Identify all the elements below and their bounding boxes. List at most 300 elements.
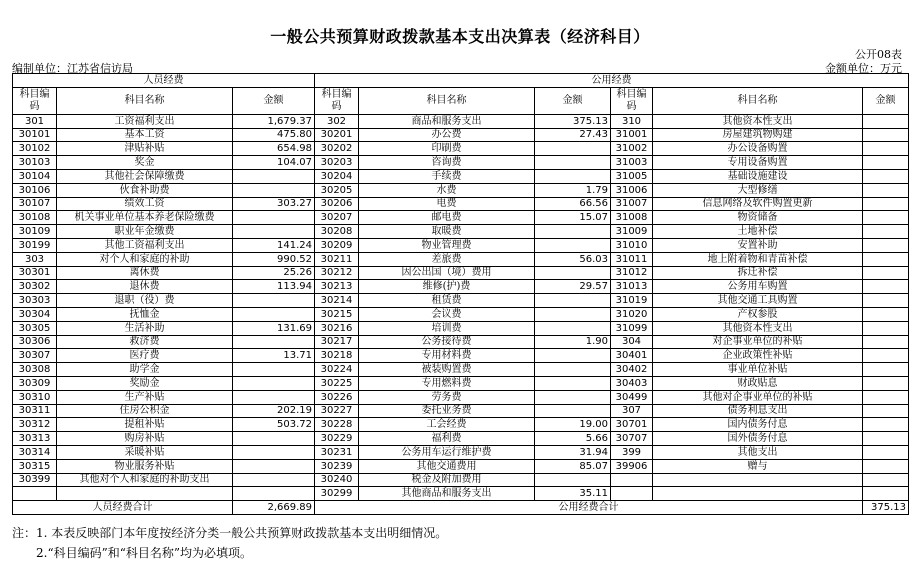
amount-goods-cell xyxy=(535,294,611,308)
table-row xyxy=(13,432,909,446)
amount-capital-cell xyxy=(863,404,909,418)
name-goods-cell: 差旅费 xyxy=(359,252,535,266)
amount-capital-cell xyxy=(863,128,909,142)
amount-goods-cell xyxy=(535,404,611,418)
code-goods-cell: 30212 xyxy=(315,266,359,280)
name-goods-cell: 被装购置费 xyxy=(359,363,535,377)
code-personnel-cell: 30310 xyxy=(13,390,57,404)
code-goods-cell: 30202 xyxy=(315,142,359,156)
amount-capital-cell xyxy=(863,280,909,294)
table-row xyxy=(13,266,909,280)
amount-personnel-cell: 990.52 xyxy=(233,252,315,266)
name-goods-cell: 水费 xyxy=(359,183,535,197)
table-row xyxy=(13,487,909,501)
name-goods-cell: 维修(护)费 xyxy=(359,280,535,294)
amount-goods-cell: 1.90 xyxy=(535,335,611,349)
name-goods-cell: 劳务费 xyxy=(359,390,535,404)
name-personnel-cell: 物业服务补贴 xyxy=(57,459,233,473)
code-capital-cell: 31006 xyxy=(611,183,653,197)
amount-goods-cell: 35.11 xyxy=(535,487,611,501)
name-goods-cell: 公务接待费 xyxy=(359,335,535,349)
code-capital-cell: 31005 xyxy=(611,169,653,183)
table-row xyxy=(13,238,909,252)
compiling-unit: 编制单位：江苏省信访局 xyxy=(12,62,133,75)
code-capital-cell: 399 xyxy=(611,445,653,459)
table-row xyxy=(13,114,909,128)
amount-capital-cell xyxy=(863,432,909,446)
amount-goods-cell: 56.03 xyxy=(535,252,611,266)
amount-capital-cell xyxy=(863,307,909,321)
name-capital-cell: 赠与 xyxy=(653,459,863,473)
table-row xyxy=(13,197,909,211)
amount-capital-cell xyxy=(863,114,909,128)
table-row xyxy=(13,390,909,404)
name-goods-cell: 电费 xyxy=(359,197,535,211)
code-capital-cell: 31099 xyxy=(611,321,653,335)
code-capital-cell: 31013 xyxy=(611,280,653,294)
table-body xyxy=(13,114,909,500)
name-capital-cell: 其他支出 xyxy=(653,445,863,459)
name-capital-cell: 财政贴息 xyxy=(653,376,863,390)
name-goods-cell: 办公费 xyxy=(359,128,535,142)
name-capital-cell: 拆迁补偿 xyxy=(653,266,863,280)
name-personnel-cell: 基本工资 xyxy=(57,128,233,142)
amount-personnel-cell xyxy=(233,225,315,239)
amount-personnel-cell xyxy=(233,459,315,473)
name-goods-cell: 印刷费 xyxy=(359,142,535,156)
name-goods-cell: 税金及附加费用 xyxy=(359,473,535,487)
code-capital-cell: 31003 xyxy=(611,156,653,170)
table-row xyxy=(13,459,909,473)
note-1: 注：1. 本表反映部门本年度按经济分类一般公共预算财政拨款基本支出明细情况。 xyxy=(12,526,448,540)
amount-personnel-cell xyxy=(233,307,315,321)
amount-personnel-cell xyxy=(233,473,315,487)
name-capital-cell: 其他资本性支出 xyxy=(653,114,863,128)
name-goods-cell: 工会经费 xyxy=(359,418,535,432)
amount-goods-cell xyxy=(535,169,611,183)
table-row xyxy=(13,225,909,239)
amount-personnel-cell xyxy=(233,211,315,225)
name-personnel-cell: 其他对个人和家庭的补助支出 xyxy=(57,473,233,487)
name-capital-cell: 地上附着物和青苗补偿 xyxy=(653,252,863,266)
code-capital-cell: 31012 xyxy=(611,266,653,280)
code-goods-cell: 30225 xyxy=(315,376,359,390)
name-goods-cell: 咨询费 xyxy=(359,156,535,170)
name-capital-cell: 信息网络及软件购置更新 xyxy=(653,197,863,211)
name-goods-cell: 培训费 xyxy=(359,321,535,335)
name-goods-cell: 手续费 xyxy=(359,169,535,183)
amount-capital-cell xyxy=(863,183,909,197)
code-personnel-cell: 30311 xyxy=(13,404,57,418)
amount-personnel-cell xyxy=(233,363,315,377)
amount-personnel-cell xyxy=(233,376,315,390)
name-capital-cell: 其他资本性支出 xyxy=(653,321,863,335)
name-capital-cell xyxy=(653,487,863,501)
code-personnel-cell: 30108 xyxy=(13,211,57,225)
code-goods-cell: 30224 xyxy=(315,363,359,377)
code-capital-cell: 30401 xyxy=(611,349,653,363)
name-personnel-cell: 奖励金 xyxy=(57,376,233,390)
name-personnel-cell: 奖金 xyxy=(57,156,233,170)
amount-goods-cell xyxy=(535,376,611,390)
code-capital-cell: 31011 xyxy=(611,252,653,266)
code-personnel-cell: 30315 xyxy=(13,459,57,473)
code-capital-cell: 310 xyxy=(611,114,653,128)
name-goods-cell: 邮电费 xyxy=(359,211,535,225)
amount-personnel-cell: 202.19 xyxy=(233,404,315,418)
public-total-value: 375.13 xyxy=(863,501,909,515)
name-personnel-cell: 购房补贴 xyxy=(57,432,233,446)
name-goods-cell: 会议费 xyxy=(359,307,535,321)
amount-capital-cell xyxy=(863,376,909,390)
amount-goods-cell: 15.07 xyxy=(535,211,611,225)
amount-goods-cell: 85.07 xyxy=(535,459,611,473)
name-personnel-cell: 助学金 xyxy=(57,363,233,377)
name-personnel-cell: 采暖补贴 xyxy=(57,445,233,459)
table-row xyxy=(13,128,909,142)
code-personnel-cell: 30304 xyxy=(13,307,57,321)
amount-capital-cell xyxy=(863,211,909,225)
code-goods-cell: 30299 xyxy=(315,487,359,501)
code-personnel-cell: 30103 xyxy=(13,156,57,170)
name-personnel-cell: 提租补贴 xyxy=(57,418,233,432)
table-row xyxy=(13,280,909,294)
amount-goods-cell xyxy=(535,390,611,404)
code-goods-cell: 30231 xyxy=(315,445,359,459)
name-goods-cell: 专用材料费 xyxy=(359,349,535,363)
code-capital-cell: 31019 xyxy=(611,294,653,308)
amount-goods-cell xyxy=(535,307,611,321)
table-row xyxy=(13,445,909,459)
code-goods-cell: 302 xyxy=(315,114,359,128)
table-row xyxy=(13,376,909,390)
code-goods-cell: 30239 xyxy=(315,459,359,473)
amount-goods-cell xyxy=(535,142,611,156)
amount-capital-cell xyxy=(863,473,909,487)
amount-capital-cell xyxy=(863,169,909,183)
name-personnel-cell: 其他社会保障缴费 xyxy=(57,169,233,183)
code-personnel-cell: 301 xyxy=(13,114,57,128)
amount-personnel-cell xyxy=(233,445,315,459)
amount-personnel-cell xyxy=(233,294,315,308)
name-personnel-cell: 对个人和家庭的补助 xyxy=(57,252,233,266)
name-capital-cell: 房屋建筑物购建 xyxy=(653,128,863,142)
code-personnel-cell: 30101 xyxy=(13,128,57,142)
name-goods-cell: 物业管理费 xyxy=(359,238,535,252)
code-capital-cell: 307 xyxy=(611,404,653,418)
code-goods-cell: 30240 xyxy=(315,473,359,487)
code-goods-cell: 30208 xyxy=(315,225,359,239)
table-row xyxy=(13,211,909,225)
amount-personnel-cell xyxy=(233,432,315,446)
personnel-total-value: 2,669.89 xyxy=(233,501,315,515)
amount-goods-cell xyxy=(535,363,611,377)
amount-capital-cell xyxy=(863,459,909,473)
code-capital-cell: 31002 xyxy=(611,142,653,156)
code-personnel-cell: 30303 xyxy=(13,294,57,308)
name-goods-cell: 租赁费 xyxy=(359,294,535,308)
col-code-1: 科目编码 xyxy=(13,87,57,114)
col-name-3: 科目名称 xyxy=(653,87,863,114)
table-row xyxy=(13,404,909,418)
name-capital-cell: 物资储备 xyxy=(653,211,863,225)
code-personnel-cell: 30312 xyxy=(13,418,57,432)
code-goods-cell: 30204 xyxy=(315,169,359,183)
table-row xyxy=(13,294,909,308)
col-amount-2: 金额 xyxy=(535,87,611,114)
amount-personnel-cell: 654.98 xyxy=(233,142,315,156)
col-code-2: 科目编码 xyxy=(315,87,359,114)
name-personnel-cell: 退休费 xyxy=(57,280,233,294)
code-personnel-cell: 30106 xyxy=(13,183,57,197)
amount-goods-cell: 5.66 xyxy=(535,432,611,446)
amount-personnel-cell: 25.26 xyxy=(233,266,315,280)
code-capital-cell: 30403 xyxy=(611,376,653,390)
amount-goods-cell: 27.43 xyxy=(535,128,611,142)
code-goods-cell: 30228 xyxy=(315,418,359,432)
name-capital-cell: 公务用车购置 xyxy=(653,280,863,294)
amount-goods-cell xyxy=(535,349,611,363)
name-goods-cell: 其他交通费用 xyxy=(359,459,535,473)
amount-goods-cell: 29.57 xyxy=(535,280,611,294)
name-capital-cell: 安置补助 xyxy=(653,238,863,252)
table-row xyxy=(13,169,909,183)
table-row xyxy=(13,363,909,377)
amount-goods-cell xyxy=(535,156,611,170)
name-capital-cell: 产权参股 xyxy=(653,307,863,321)
name-capital-cell: 对企事业单位的补贴 xyxy=(653,335,863,349)
amount-capital-cell xyxy=(863,266,909,280)
amount-capital-cell xyxy=(863,294,909,308)
code-capital-cell: 31020 xyxy=(611,307,653,321)
code-goods-cell: 30226 xyxy=(315,390,359,404)
name-goods-cell: 商品和服务支出 xyxy=(359,114,535,128)
amount-personnel-cell xyxy=(233,487,315,501)
name-personnel-cell: 离休费 xyxy=(57,266,233,280)
amount-goods-cell: 375.13 xyxy=(535,114,611,128)
code-goods-cell: 30207 xyxy=(315,211,359,225)
code-capital-cell: 30707 xyxy=(611,432,653,446)
table-row xyxy=(13,156,909,170)
table-row xyxy=(13,321,909,335)
name-personnel-cell: 职业年金缴费 xyxy=(57,225,233,239)
personnel-header: 人员经费 xyxy=(13,74,315,88)
amount-capital-cell xyxy=(863,363,909,377)
amount-capital-cell xyxy=(863,321,909,335)
code-capital-cell xyxy=(611,473,653,487)
code-goods-cell: 30229 xyxy=(315,432,359,446)
table-row xyxy=(13,418,909,432)
name-goods-cell: 福利费 xyxy=(359,432,535,446)
name-capital-cell: 企业政策性补贴 xyxy=(653,349,863,363)
amount-personnel-cell xyxy=(233,183,315,197)
name-capital-cell: 专用设备购置 xyxy=(653,156,863,170)
name-personnel-cell: 伙食补助费 xyxy=(57,183,233,197)
amount-capital-cell xyxy=(863,252,909,266)
name-personnel-cell: 其他工资福利支出 xyxy=(57,238,233,252)
code-capital-cell: 30701 xyxy=(611,418,653,432)
col-code-3: 科目编码 xyxy=(611,87,653,114)
code-goods-cell: 30213 xyxy=(315,280,359,294)
name-capital-cell xyxy=(653,473,863,487)
table-row xyxy=(13,252,909,266)
amount-personnel-cell xyxy=(233,335,315,349)
name-capital-cell: 基础设施建设 xyxy=(653,169,863,183)
code-personnel-cell: 30199 xyxy=(13,238,57,252)
code-capital-cell: 31007 xyxy=(611,197,653,211)
amount-personnel-cell: 131.69 xyxy=(233,321,315,335)
note-2: 2.“科目编码”和“科目名称”均为必填项。 xyxy=(36,546,252,560)
code-capital-cell: 30402 xyxy=(611,363,653,377)
notes xyxy=(12,523,447,563)
amount-personnel-cell: 303.27 xyxy=(233,197,315,211)
amount-capital-cell xyxy=(863,335,909,349)
name-capital-cell: 债务利息支出 xyxy=(653,404,863,418)
code-capital-cell: 30499 xyxy=(611,390,653,404)
code-personnel-cell: 303 xyxy=(13,252,57,266)
name-personnel-cell: 抚恤金 xyxy=(57,307,233,321)
name-personnel-cell: 住房公积金 xyxy=(57,404,233,418)
name-personnel-cell: 机关事业单位基本养老保险缴费 xyxy=(57,211,233,225)
code-personnel-cell xyxy=(13,487,57,501)
name-capital-cell: 国内债务付息 xyxy=(653,418,863,432)
amount-goods-cell xyxy=(535,473,611,487)
code-goods-cell: 30201 xyxy=(315,128,359,142)
public-header: 公用经费 xyxy=(315,74,909,88)
table-row xyxy=(13,473,909,487)
amount-capital-cell xyxy=(863,390,909,404)
name-goods-cell: 专用燃料费 xyxy=(359,376,535,390)
table-row xyxy=(13,142,909,156)
amount-goods-cell xyxy=(535,321,611,335)
col-name-2: 科目名称 xyxy=(359,87,535,114)
public-total-label: 公用经费合计 xyxy=(315,501,863,515)
amount-goods-cell xyxy=(535,238,611,252)
code-capital-cell xyxy=(611,487,653,501)
amount-goods-cell: 1.79 xyxy=(535,183,611,197)
code-capital-cell: 31008 xyxy=(611,211,653,225)
code-goods-cell: 30216 xyxy=(315,321,359,335)
code-capital-cell: 31010 xyxy=(611,238,653,252)
form-number: 公开08表 xyxy=(855,48,902,61)
name-personnel-cell: 救济费 xyxy=(57,335,233,349)
name-capital-cell: 国外债务付息 xyxy=(653,432,863,446)
code-goods-cell: 30206 xyxy=(315,197,359,211)
code-goods-cell: 30214 xyxy=(315,294,359,308)
amount-personnel-cell: 503.72 xyxy=(233,418,315,432)
table-row xyxy=(13,335,909,349)
amount-personnel-cell: 475.80 xyxy=(233,128,315,142)
name-goods-cell: 取暖费 xyxy=(359,225,535,239)
amount-goods-cell xyxy=(535,266,611,280)
amount-personnel-cell: 1,679.37 xyxy=(233,114,315,128)
amount-unit: 金额单位：万元 xyxy=(825,62,902,75)
name-personnel-cell: 绩效工资 xyxy=(57,197,233,211)
amount-personnel-cell: 104.07 xyxy=(233,156,315,170)
name-goods-cell: 其他商品和服务支出 xyxy=(359,487,535,501)
code-personnel-cell: 30399 xyxy=(13,473,57,487)
name-personnel-cell: 工资福利支出 xyxy=(57,114,233,128)
code-personnel-cell: 30104 xyxy=(13,169,57,183)
code-personnel-cell: 30109 xyxy=(13,225,57,239)
name-personnel-cell: 生活补助 xyxy=(57,321,233,335)
code-capital-cell: 39906 xyxy=(611,459,653,473)
amount-capital-cell xyxy=(863,418,909,432)
table-row xyxy=(13,349,909,363)
amount-capital-cell xyxy=(863,487,909,501)
amount-capital-cell xyxy=(863,197,909,211)
code-goods-cell: 30205 xyxy=(315,183,359,197)
amount-capital-cell xyxy=(863,156,909,170)
name-capital-cell: 其他对企事业单位的补贴 xyxy=(653,390,863,404)
amount-personnel-cell: 13.71 xyxy=(233,349,315,363)
code-capital-cell: 31001 xyxy=(611,128,653,142)
col-amount-1: 金额 xyxy=(233,87,315,114)
code-goods-cell: 30209 xyxy=(315,238,359,252)
amount-capital-cell xyxy=(863,225,909,239)
code-personnel-cell: 30302 xyxy=(13,280,57,294)
code-goods-cell: 30217 xyxy=(315,335,359,349)
expenditure-table xyxy=(12,73,909,515)
code-personnel-cell: 30307 xyxy=(13,349,57,363)
code-personnel-cell: 30102 xyxy=(13,142,57,156)
col-amount-3: 金额 xyxy=(863,87,909,114)
code-personnel-cell: 30313 xyxy=(13,432,57,446)
name-capital-cell: 其他交通工具购置 xyxy=(653,294,863,308)
code-personnel-cell: 30309 xyxy=(13,376,57,390)
code-personnel-cell: 30308 xyxy=(13,363,57,377)
name-personnel-cell: 津贴补贴 xyxy=(57,142,233,156)
code-goods-cell: 30211 xyxy=(315,252,359,266)
table-row xyxy=(13,307,909,321)
name-personnel-cell: 生产补贴 xyxy=(57,390,233,404)
amount-goods-cell: 19.00 xyxy=(535,418,611,432)
amount-capital-cell xyxy=(863,142,909,156)
code-goods-cell: 30218 xyxy=(315,349,359,363)
name-goods-cell: 因公出国（境）费用 xyxy=(359,266,535,280)
code-personnel-cell: 30301 xyxy=(13,266,57,280)
amount-capital-cell xyxy=(863,238,909,252)
code-personnel-cell: 30314 xyxy=(13,445,57,459)
code-goods-cell: 30203 xyxy=(315,156,359,170)
report-title: 一般公共预算财政拨款基本支出决算表（经济科目） xyxy=(270,27,650,46)
code-capital-cell: 31009 xyxy=(611,225,653,239)
name-goods-cell: 公务用车运行维护费 xyxy=(359,445,535,459)
amount-goods-cell: 31.94 xyxy=(535,445,611,459)
amount-personnel-cell: 141.24 xyxy=(233,238,315,252)
amount-capital-cell xyxy=(863,349,909,363)
code-goods-cell: 30227 xyxy=(315,404,359,418)
amount-personnel-cell: 113.94 xyxy=(233,280,315,294)
amount-goods-cell: 66.56 xyxy=(535,197,611,211)
code-goods-cell: 30215 xyxy=(315,307,359,321)
code-personnel-cell: 30305 xyxy=(13,321,57,335)
amount-personnel-cell xyxy=(233,169,315,183)
name-personnel-cell: 退职（役）费 xyxy=(57,294,233,308)
code-personnel-cell: 30107 xyxy=(13,197,57,211)
personnel-total-label: 人员经费合计 xyxy=(13,501,233,515)
name-personnel-cell xyxy=(57,487,233,501)
name-capital-cell: 办公设备购置 xyxy=(653,142,863,156)
code-capital-cell: 304 xyxy=(611,335,653,349)
name-goods-cell: 委托业务费 xyxy=(359,404,535,418)
col-name-1: 科目名称 xyxy=(57,87,233,114)
name-capital-cell: 土地补偿 xyxy=(653,225,863,239)
amount-personnel-cell xyxy=(233,390,315,404)
table-row xyxy=(13,183,909,197)
amount-goods-cell xyxy=(535,225,611,239)
name-personnel-cell: 医疗费 xyxy=(57,349,233,363)
